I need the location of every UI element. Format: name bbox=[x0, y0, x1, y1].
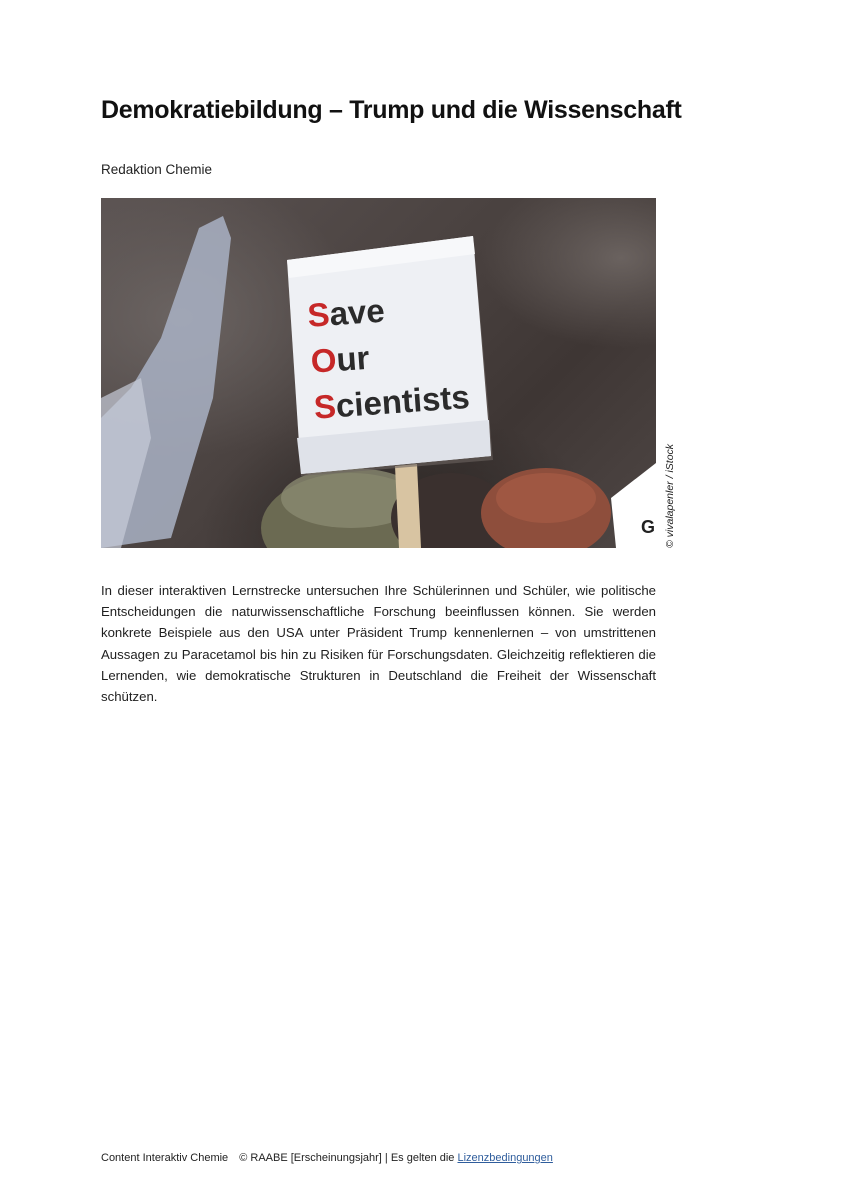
footer-copyright: © RAABE [Erscheinungsjahr] | Es gelten die bbox=[239, 1152, 455, 1164]
image-credit: © vivalapenler / iStock bbox=[664, 443, 676, 548]
sign-lettering bbox=[306, 280, 505, 431]
sign-initial: S bbox=[312, 387, 338, 426]
page-footer bbox=[101, 1152, 553, 1164]
license-link[interactable]: Lizenzbedingungen bbox=[457, 1152, 553, 1164]
sign-stick bbox=[395, 464, 421, 548]
crowd-red-cap-top bbox=[496, 473, 596, 523]
page-title: Demokratiebildung – Trump und die Wissenschaft bbox=[101, 96, 682, 124]
sign-word-rest: ur bbox=[335, 338, 371, 378]
sign-initial: S bbox=[306, 295, 331, 334]
protest-photo bbox=[101, 198, 656, 548]
footer-product: Content Interaktiv Chemie bbox=[101, 1152, 229, 1164]
author-line: Redaktion Chemie bbox=[101, 162, 213, 177]
right-sign-letter: G bbox=[641, 517, 656, 537]
intro-paragraph: In dieser interaktiven Lernstrecke untersuchen Ihre Schülerinnen und Schüler, wie politische Entscheidungen die naturwissenschaftliche Forschung beeinflussen können. Sie werden konkrete Beispiele aus den USA unter Präsident Trump kennenlernen – von umstrittenen Aussagen zu Paracetamol bis hin zu Risiken für Forschungsdaten. Gleichzeitig reflektieren die Lernenden, wie demokratische Strukturen in Deutschland die Freiheit der Wissenschaft schützen. bbox=[101, 583, 656, 705]
sign-word-rest: ave bbox=[328, 291, 386, 333]
sign-word-rest: cientists bbox=[334, 377, 471, 425]
sign-initial: O bbox=[309, 341, 338, 380]
